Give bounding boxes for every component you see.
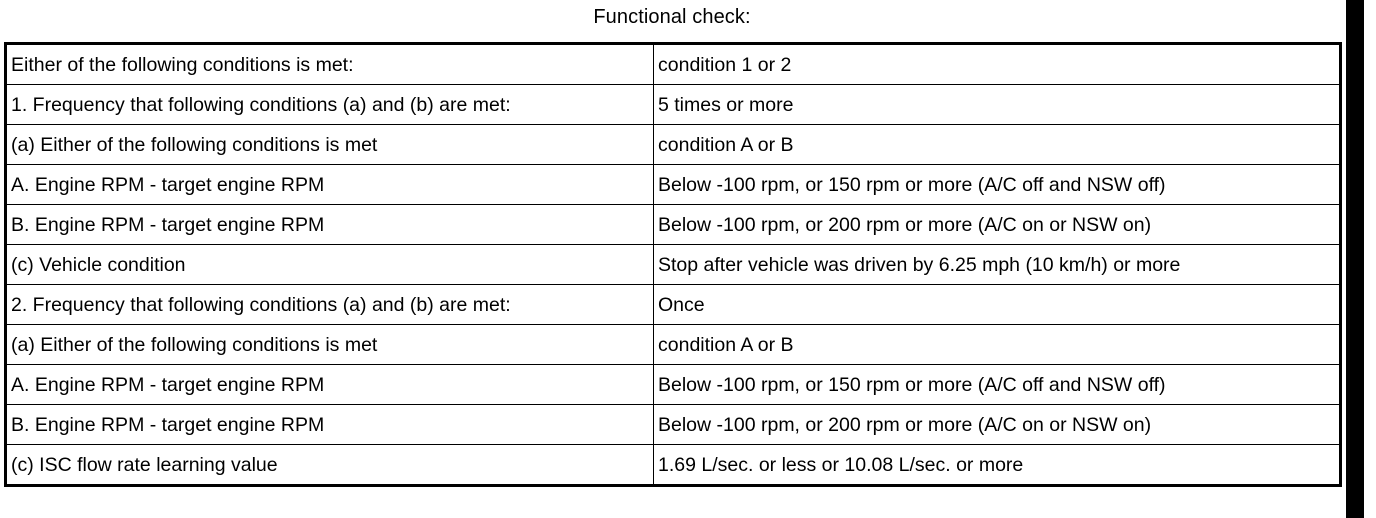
condition-cell: 1. Frequency that following conditions (a) and (b) are met:: [6, 85, 654, 125]
table-row: [6, 205, 1341, 245]
right-edge-bar: [1346, 0, 1364, 518]
page-title: Functional check:: [593, 6, 751, 28]
table-row: [6, 325, 1341, 365]
functional-check-table: [4, 42, 1342, 487]
condition-cell: B. Engine RPM - target engine RPM: [6, 205, 654, 245]
value-cell: Below -100 rpm, or 200 rpm or more (A/C on or NSW on): [654, 205, 1341, 245]
value-cell: Below -100 rpm, or 200 rpm or more (A/C on or NSW on): [654, 405, 1341, 445]
value-cell: Once: [654, 285, 1341, 325]
table-row: [6, 245, 1341, 285]
table-row: [6, 365, 1341, 405]
value-cell: condition A or B: [654, 125, 1341, 165]
condition-cell: Either of the following conditions is met:: [6, 44, 654, 85]
condition-cell: 2. Frequency that following conditions (a) and (b) are met:: [6, 285, 654, 325]
condition-cell: (c) ISC flow rate learning value: [6, 445, 654, 486]
table-row: [6, 44, 1341, 85]
value-cell: Stop after vehicle was driven by 6.25 mph (10 km/h) or more: [654, 245, 1341, 285]
table-row: [6, 445, 1341, 486]
table-row: [6, 405, 1341, 445]
value-cell: Below -100 rpm, or 150 rpm or more (A/C off and NSW off): [654, 365, 1341, 405]
value-cell: condition A or B: [654, 325, 1341, 365]
condition-cell: (c) Vehicle condition: [6, 245, 654, 285]
table-row: [6, 85, 1341, 125]
condition-cell: A. Engine RPM - target engine RPM: [6, 365, 654, 405]
value-cell: Below -100 rpm, or 150 rpm or more (A/C off and NSW off): [654, 165, 1341, 205]
value-cell: condition 1 or 2: [654, 44, 1341, 85]
condition-cell: A. Engine RPM - target engine RPM: [6, 165, 654, 205]
table-row: [6, 125, 1341, 165]
condition-cell: B. Engine RPM - target engine RPM: [6, 405, 654, 445]
table-row: [6, 165, 1341, 205]
value-cell: 1.69 L/sec. or less or 10.08 L/sec. or more: [654, 445, 1341, 486]
table-row: [6, 285, 1341, 325]
value-cell: 5 times or more: [654, 85, 1341, 125]
condition-cell: (a) Either of the following conditions is met: [6, 325, 654, 365]
condition-cell: (a) Either of the following conditions is met: [6, 125, 654, 165]
